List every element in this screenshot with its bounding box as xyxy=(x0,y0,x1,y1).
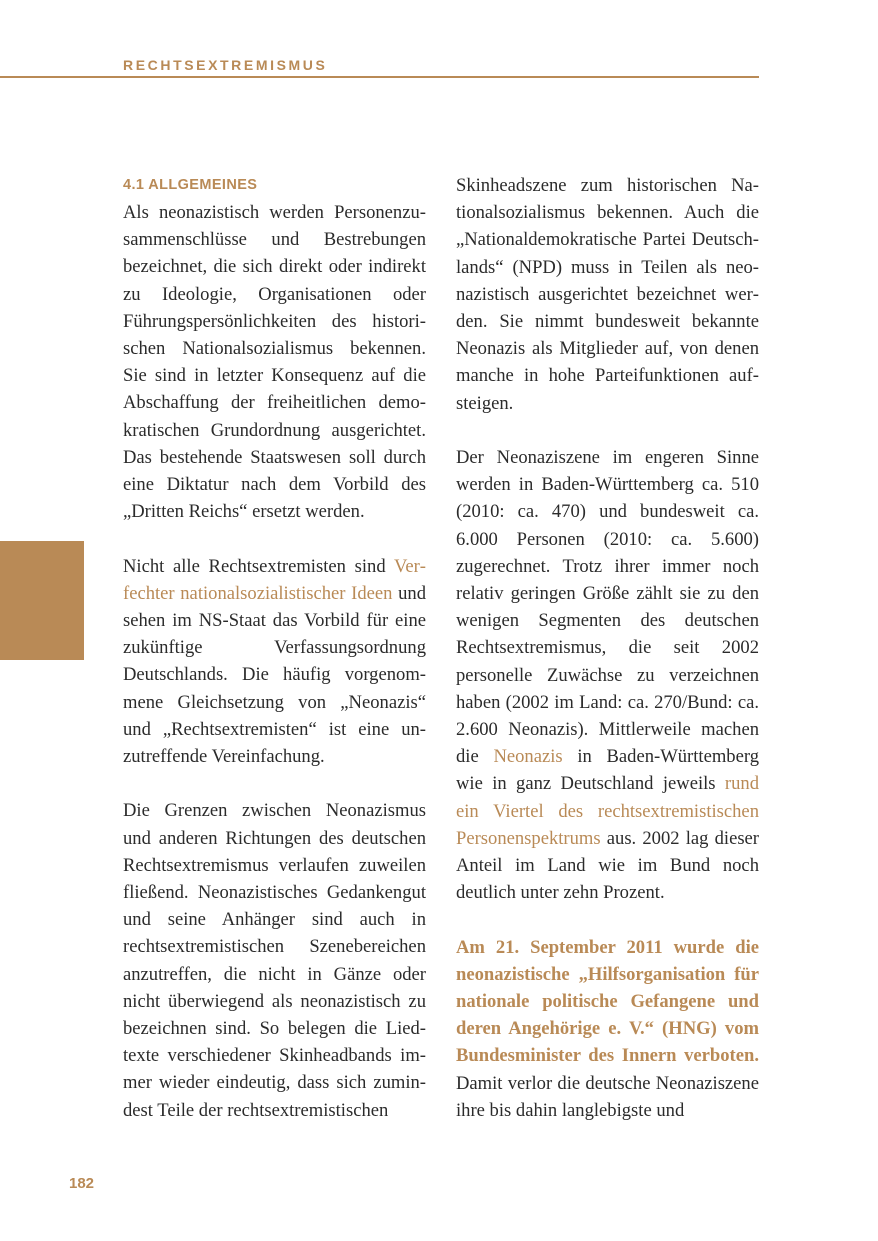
paragraph-definition: Als neonazistisch werden Personenzusammenschlüsse und Bestrebungen bezeichnet, die sich direkt oder indirekt zu Ideologie, Organisationen oder Führungspersönlichkeiten des historischen Nationalsozialismus bekennen. Sie sind in letzter Konsequenz auf die Abschaffung der freiheitlichen demokratischen Grundordnung ausgerichtet. Das bestehende Staatswesen soll durch eine Diktatur nach dem Vorbild des „Dritten Reichs“ ersetzt werden. xyxy=(123,202,426,523)
paragraph-neonaziszene-zahlen xyxy=(456,444,759,906)
paragraph-text: Nicht alle Rechtsextremisten sind xyxy=(123,555,394,577)
highlight-text: Neonazis xyxy=(493,746,563,768)
highlight-text: Verfechter nationalsozialistischer Ideen xyxy=(123,555,426,604)
running-header-title: RECHTSEXTREMISMUS xyxy=(123,57,328,73)
highlight-text-bold: Am 21. September 2011 wurde die neonazistische „Hilfsorganisation für nationale politische Gefangene und deren Angehörige e. V.“ (HNG) vom Bundesminister des Innern verboten. xyxy=(456,936,759,1067)
left-column xyxy=(123,172,426,1124)
paragraph-text: aus. 2002 lag dieser Anteil im Land wie im Bund noch deutlich unter zehn Prozent. xyxy=(456,827,759,904)
paragraph-text: und sehen im NS-Staat das Vorbild für eine zukünftige Verfassungsordnung Deutschlands. Die häufig vorgenommene Gleichsetzung von „Neonazis“ und „Rechtsextremisten“ ist eine unzutreffende Vereinfachung. xyxy=(123,582,427,768)
paragraph-skinheadszene: Skinheadszene zum historischen Nationalsozialismus bekennen. Auch die „Nationaldemokratische Partei Deutschlands“ (NPD) muss in Teilen als neonazistisch ausgerichtet bezeichnet werden. Sie nimmt bundesweit bekannte Neonazis als Mitglieder auf, von denen manche in hohe Parteifunktionen aufsteigen. xyxy=(456,175,759,414)
header-rule xyxy=(0,76,759,78)
paragraph-text: in Baden-Württemberg wie in ganz Deutschland jeweils xyxy=(456,746,759,795)
section-heading: 4.1 ALLGEMEINES xyxy=(123,177,258,193)
paragraph-text: Damit verlor die deutsche Neonaziszene ihre bis dahin langlebigste und xyxy=(456,1072,759,1121)
paragraph-grenzen: Die Grenzen zwischen Neonazismus und anderen Richtungen des deutschen Rechtsextremismus verlaufen zuweilen fließend. Neonazistisches Gedankengut und seine Anhänger sind auch in rechtsextremistischen Szenebereichen anzutreffen, die nicht in Gänze oder nicht überwiegend als neonazistisch zu bezeichnen sind. So belegen die Liedtexte verschiedener Skinheadbands immer wieder eindeutig, dass sich zumindest Teile der rechtsextremistischen xyxy=(123,800,426,1121)
right-column xyxy=(456,172,759,1124)
paragraph-text: Der Neonaziszene im engeren Sinne werden in Baden-Württemberg ca. 510 (2010: ca. 470) und bundesweit ca. 6.000 Personen (2010: ca. 5.600) zugerechnet. Trotz ihrer immer noch relativ geringen Größe zählt sie zu den wenigen Segmenten des deutschen Rechtsextremismus, die seit 2002 personelle Zuwächse zu verzeichnen haben (2002 im Land: ca. 270/Bund: ca. 2.600 Neonazis). Mittlerweile machen die xyxy=(456,447,759,768)
chapter-side-tab xyxy=(0,541,84,660)
paragraph-hng-verbot xyxy=(456,934,759,1124)
paragraph-not-all-rechtsextremisten xyxy=(123,553,426,771)
highlight-text: rund ein Viertel des rechtsextremistischen Personenspektrums xyxy=(456,773,759,849)
page-number: 182 xyxy=(69,1175,95,1192)
